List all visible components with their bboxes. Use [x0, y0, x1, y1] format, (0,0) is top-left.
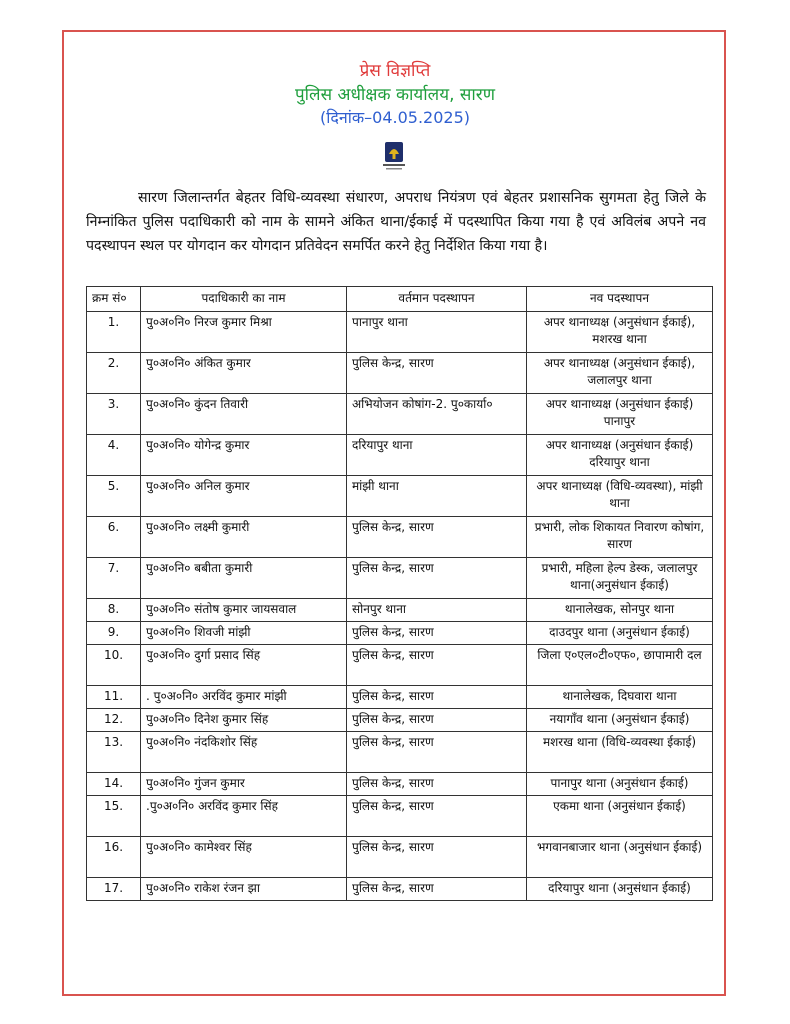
new-posting-cell: प्रभारी, लोक शिकायत निवारण कोषांग, सारण	[527, 517, 713, 558]
order-paragraph	[86, 186, 706, 258]
serial-cell: 11.	[87, 686, 141, 709]
serial-cell: 7.	[87, 558, 141, 599]
serial-cell: 3.	[87, 394, 141, 435]
officer-name-cell: पु०अ०नि० बबीता कुमारी	[141, 558, 347, 599]
current-posting-cell: पुलिस केन्द्र, सारण	[347, 837, 527, 878]
new-posting-cell: थानालेखक, दिघवारा थाना	[527, 686, 713, 709]
serial-cell: 12.	[87, 709, 141, 732]
new-posting-cell: नयागाँव थाना (अनुसंधान ईकाई)	[527, 709, 713, 732]
current-posting-cell: पुलिस केन्द्र, सारण	[347, 796, 527, 837]
current-posting-cell: पुलिस केन्द्र, सारण	[347, 517, 527, 558]
serial-cell: 6.	[87, 517, 141, 558]
new-posting-cell: अपर थानाध्यक्ष (अनुसंधान ईकाई) दरियापुर थाना	[527, 435, 713, 476]
officer-name-cell: . पु०अ०नि० अरविंद कुमार मांझी	[141, 686, 347, 709]
new-posting-cell: पानापुर थाना (अनुसंधान ईकाई)	[527, 773, 713, 796]
table-row	[87, 773, 713, 796]
serial-cell: 13.	[87, 732, 141, 773]
officer-name-cell: पु०अ०नि० लक्ष्मी कुमारी	[141, 517, 347, 558]
officer-name-cell: पु०अ०नि० दुर्गा प्रसाद सिंह	[141, 645, 347, 686]
officer-name-cell: पु०अ०नि० नंदकिशोर सिंह	[141, 732, 347, 773]
table-row	[87, 476, 713, 517]
new-posting-cell: थानालेखक, सोनपुर थाना	[527, 599, 713, 622]
officer-name-cell: पु०अ०नि० गुंजन कुमार	[141, 773, 347, 796]
new-posting-cell: दरियापुर थाना (अनुसंधान ईकाई)	[527, 878, 713, 901]
table-row	[87, 394, 713, 435]
current-posting-cell: मांझी थाना	[347, 476, 527, 517]
new-posting-cell: अपर थानाध्यक्ष (अनुसंधान ईकाई) पानापुर	[527, 394, 713, 435]
new-posting-cell: अपर थानाध्यक्ष (विधि-व्यवस्था), मांझी थाना	[527, 476, 713, 517]
table-row	[87, 622, 713, 645]
table-row	[87, 353, 713, 394]
table-row	[87, 645, 713, 686]
current-posting-cell: पानापुर थाना	[347, 312, 527, 353]
officer-name-cell: पु०अ०नि० कुंदन तिवारी	[141, 394, 347, 435]
current-posting-cell: पुलिस केन्द्र, सारण	[347, 878, 527, 901]
table-row	[87, 312, 713, 353]
officer-name-cell: पु०अ०नि० दिनेश कुमार सिंह	[141, 709, 347, 732]
current-posting-cell: पुलिस केन्द्र, सारण	[347, 732, 527, 773]
new-posting-cell: दाउदपुर थाना (अनुसंधान ईकाई)	[527, 622, 713, 645]
table-row	[87, 878, 713, 901]
new-posting-cell: जिला ए०एल०टी०एफ०, छापामारी दल	[527, 645, 713, 686]
serial-cell: 14.	[87, 773, 141, 796]
table-row	[87, 732, 713, 773]
bihar-police-emblem-icon	[380, 140, 408, 172]
new-posting-cell: एकमा थाना (अनुसंधान ईकाई)	[527, 796, 713, 837]
posting-table	[86, 286, 713, 901]
table-header-row	[87, 287, 713, 312]
serial-cell: 9.	[87, 622, 141, 645]
current-posting-cell: दरियापुर थाना	[347, 435, 527, 476]
officer-name-cell: पु०अ०नि० शिवजी मांझी	[141, 622, 347, 645]
serial-cell: 15.	[87, 796, 141, 837]
current-posting-cell: पुलिस केन्द्र, सारण	[347, 353, 527, 394]
new-posting-cell: भगवानबाजार थाना (अनुसंधान ईकाई)	[527, 837, 713, 878]
press-release-title: प्रेस विज्ञप्ति	[359, 61, 431, 81]
new-posting-cell: प्रभारी, महिला हेल्प डेस्क, जलालपुर थाना(अनुसंधान ईकाई)	[527, 558, 713, 599]
table-row	[87, 837, 713, 878]
table-row	[87, 558, 713, 599]
officer-name-cell: पु०अ०नि० कामेश्वर सिंह	[141, 837, 347, 878]
header-new-posting: नव पदस्थापन	[527, 287, 713, 312]
serial-cell: 8.	[87, 599, 141, 622]
release-date: (दिनांक–04.05.2025)	[319, 108, 471, 127]
officer-name-cell: पु०अ०नि० योगेन्द्र कुमार	[141, 435, 347, 476]
officer-name-cell: .पु०अ०नि० अरविंद कुमार सिंह	[141, 796, 347, 837]
order-text: सारण जिलान्तर्गत बेहतर विधि-व्यवस्था संधारण, अपराध नियंत्रण एवं बेहतर प्रशासनिक सुगमता हेतु जिले के निम्नांकित पुलिस पदाधिकारी को नाम के सामने अंकित थाना/ईकाई में पदस्थापित किया गया है एवं अविलंब अपने नव पदस्थापन स्थल पर योगदान कर योगदान प्रतिवेदन समर्पित करने हेतु निर्देशित किया गया है।	[86, 190, 706, 254]
table-row	[87, 796, 713, 837]
current-posting-cell: पुलिस केन्द्र, सारण	[347, 709, 527, 732]
table-row	[87, 435, 713, 476]
table-row	[87, 517, 713, 558]
current-posting-cell: पुलिस केन्द्र, सारण	[347, 558, 527, 599]
officer-name-cell: पु०अ०नि० अंकित कुमार	[141, 353, 347, 394]
officer-name-cell: पु०अ०नि० अनिल कुमार	[141, 476, 347, 517]
header-officer-name: पदाधिकारी का नाम	[141, 287, 347, 312]
serial-cell: 1.	[87, 312, 141, 353]
new-posting-cell: अपर थानाध्यक्ष (अनुसंधान ईकाई), जलालपुर थाना	[527, 353, 713, 394]
officer-name-cell: पु०अ०नि० राकेश रंजन झा	[141, 878, 347, 901]
header-serial: क्रम सं०	[87, 287, 141, 312]
serial-cell: 4.	[87, 435, 141, 476]
officer-name-cell: पु०अ०नि० संतोष कुमार जायसवाल	[141, 599, 347, 622]
serial-cell: 10.	[87, 645, 141, 686]
table-row	[87, 686, 713, 709]
officer-name-cell: पु०अ०नि० निरज कुमार मिश्रा	[141, 312, 347, 353]
table-row	[87, 599, 713, 622]
serial-cell: 17.	[87, 878, 141, 901]
header-current-posting: वर्तमान पदस्थापन	[347, 287, 527, 312]
new-posting-cell: मशरख थाना (विधि-व्यवस्था ईकाई)	[527, 732, 713, 773]
current-posting-cell: पुलिस केन्द्र, सारण	[347, 773, 527, 796]
office-title: पुलिस अधीक्षक कार्यालय, सारण	[294, 85, 496, 105]
serial-cell: 16.	[87, 837, 141, 878]
new-posting-cell: अपर थानाध्यक्ष (अनुसंधान ईकाई), मशरख थाना	[527, 312, 713, 353]
current-posting-cell: पुलिस केन्द्र, सारण	[347, 645, 527, 686]
current-posting-cell: पुलिस केन्द्र, सारण	[347, 686, 527, 709]
current-posting-cell: सोनपुर थाना	[347, 599, 527, 622]
serial-cell: 5.	[87, 476, 141, 517]
table-row	[87, 709, 713, 732]
current-posting-cell: पुलिस केन्द्र, सारण	[347, 622, 527, 645]
serial-cell: 2.	[87, 353, 141, 394]
current-posting-cell: अभियोजन कोषांग-2. पु०कार्या०	[347, 394, 527, 435]
